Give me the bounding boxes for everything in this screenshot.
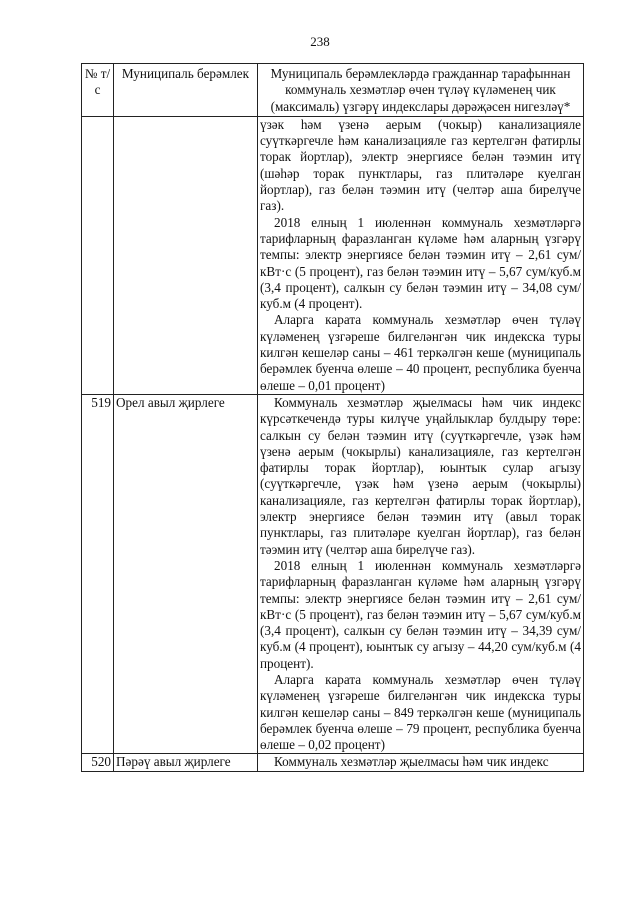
page-number: 238 — [310, 34, 330, 49]
row-number: 520 — [82, 754, 114, 771]
header-description: Муниципаль берәмлекләрдә гражданнар тарафыннан коммуналь хезмәтләр өчен түләү күләменең чик (максималь) үзгәрү индекслары дәрәҗәсен нигезләү* — [258, 64, 584, 117]
row-description — [258, 394, 584, 754]
row-description — [258, 116, 584, 394]
row-number — [82, 116, 114, 394]
table-row — [82, 754, 584, 771]
row-municipality: Орел авыл җирлеге — [114, 394, 258, 754]
table-row — [82, 394, 584, 754]
header-municipality: Муниципаль берәмлек — [114, 64, 258, 117]
table-header-row — [82, 64, 584, 117]
header-number: № т/с — [82, 64, 114, 117]
row-number: 519 — [82, 394, 114, 754]
description-paragraph: 2018 елның 1 июленнән коммуналь хезмәтләргә тарифларның фаразланган күләме һәм аларның үзгәрү темпы: электр энергиясе белән тәэмин итү – 2,61 сум/кВт·с (5 процент), газ белән тәэмин итү – 5,67 сум/куб.м (3,4 процент), салкын су белән тәэмин итү – 34,08 сум/куб.м (4 процент). — [260, 214, 581, 312]
description-paragraph: Коммуналь хезмәтләр җыелмасы һәм чик индекс — [274, 754, 549, 770]
table-row — [82, 116, 584, 394]
description-paragraph: 2018 елның 1 июленнән коммуналь хезмәтләргә тарифларның фаразланган күләме һәм аларның үзгәрү темпы: электр энергиясе белән тәэмин итү – 2,61 сум/кВт·с (5 процент), газ белән тәэмин итү – 5,67 сум/куб.м (3,4 процент), салкын су белән тәэмин итү – 34,39 сум/куб.м (4 процент), юынтык су агызу – 44,20 сум/куб.м (4 процент). — [260, 557, 581, 671]
description-paragraph: үзәк һәм үзенә аерым (чокыр) канализацияле суүткәргечле һәм канализацияле газ кертелгән фатирлы торак йортлар), электр энергиясе белән тәэмин итү (шәһәр торак пунктлары, газ плитәләре куелган йортлар), газ белән тәэмин итү (челтәр аша бирелүче газ). — [260, 116, 581, 214]
description-paragraph: Аларга карата коммуналь хезмәтләр өчен түләү күләменең үзгәреше билгеләнгән чик индекска туры килгән кешеләр саны – 849 теркәлгән кеше (муниципаль берәмлек буенча өлеше – 79 процент, республика буенча өлеше – 0,02 процент) — [260, 671, 581, 753]
description-paragraph: Аларга карата коммуналь хезмәтләр өчен түләү күләменең үзгәреше билгеләнгән чик индекска туры килгән кешеләр саны – 461 теркәлгән кеше (муниципаль берәмлек буенча өлеше – 40 процент, республика буенча өлеше – 0,01 процент) — [260, 312, 581, 393]
row-municipality: Пәрәү авыл җирлеге — [114, 754, 258, 771]
row-description — [258, 754, 584, 771]
row-municipality — [114, 116, 258, 394]
tariff-index-table — [81, 63, 584, 772]
description-paragraph: Коммуналь хезмәтләр җыелмасы һәм чик индекс күрсәткечендә туры килүче уңайлыклар булдыру төре: салкын су белән тәэмин итү (суүткәргечле, үзәк һәм үзенә аерым (чокырлы) канализацияле, газ кертелгән фатирлы торак йортлар), юынтык сулар агызу (суүткәргечле, үзәк һәм үзенә аерым (чокырлы) канализацияле, газ кертелгән фатирлы торак йортлар), электр энергиясе белән тәэмин итү (авыл торак пунктлары, газ плитәләре куелган йортлар), газ белән тәэмин итү (челтәр аша бирелүче газ). — [260, 394, 581, 557]
